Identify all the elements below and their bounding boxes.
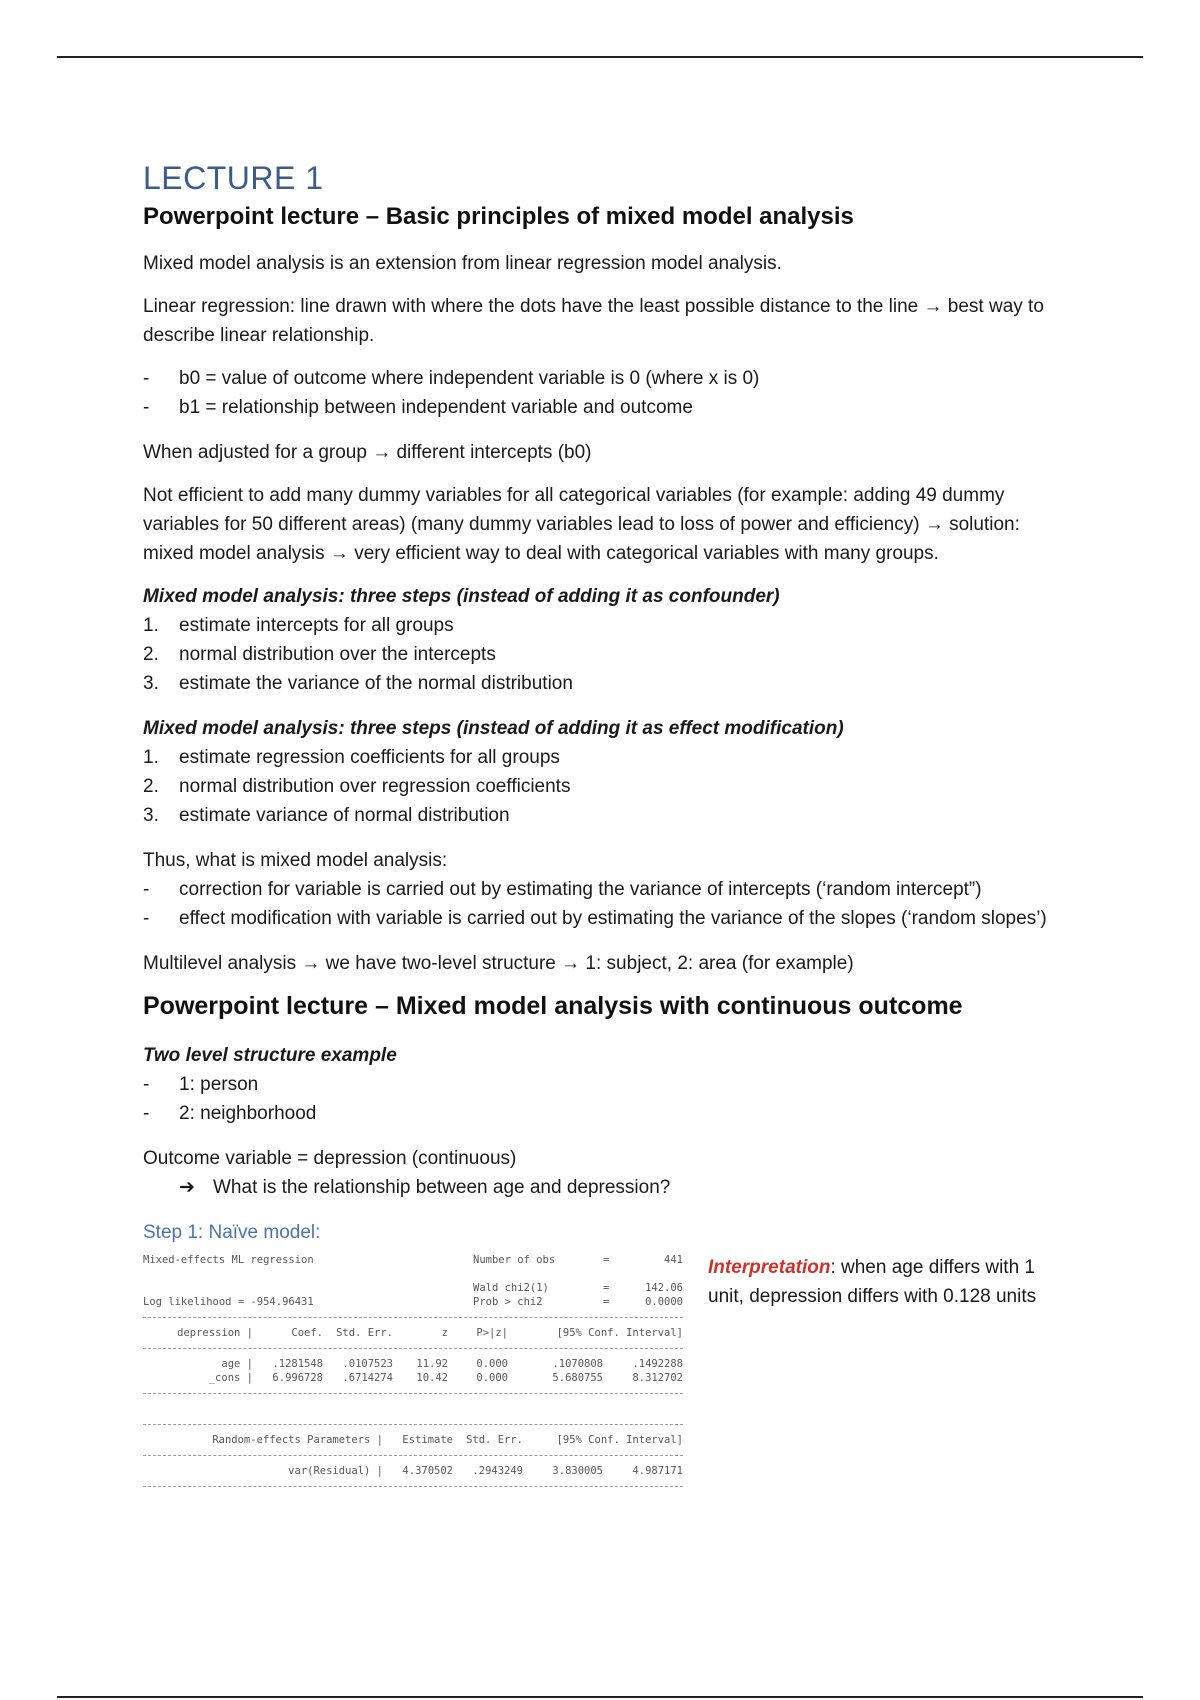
- table-row: _cons | 6.996728 .6714274 10.42 0.000 5.680755 8.312702: [208, 1372, 683, 1384]
- outcome-line: Outcome variable = depression (continuous): [143, 1148, 517, 1169]
- coefficient-list: [143, 364, 1063, 422]
- steps-effect-title: Mixed model analysis: three steps (instead of adding it as effect modification): [143, 718, 844, 739]
- steps-effect-list: [143, 743, 1063, 830]
- list-item: - b1 = relationship between independent variable and outcome: [143, 393, 1063, 422]
- list-item: 1. estimate intercepts for all groups: [143, 615, 454, 636]
- step1-heading: Step 1: Naïve model:: [143, 1222, 321, 1243]
- top-rule: [57, 56, 1143, 58]
- nobs-label: Number of obs: [473, 1254, 556, 1266]
- list-item: - effect modification with variable is carried out by estimating the variance of the slopes (‘random slopes’): [143, 904, 1063, 933]
- log-likelihood: Log likelihood = -954.96431: [143, 1296, 314, 1308]
- dash-marker: -: [143, 879, 150, 900]
- table-row: age | .1281548 .0107523 11.92 0.000 .1070808 .1492288: [221, 1358, 683, 1370]
- section1-heading: Powerpoint lecture – Basic principles of mixed model analysis: [143, 203, 854, 230]
- intro-paragraph: Mixed model analysis is an extension from linear regression model analysis.: [143, 253, 782, 274]
- prob-label: Prob > chi2: [473, 1296, 543, 1308]
- random-header-row: Random-effects Parameters | Estimate Std. Err. [95% Conf. Interval]: [212, 1434, 683, 1446]
- section2-heading: Powerpoint lecture – Mixed model analysis with continuous outcome: [143, 992, 963, 1020]
- table-row: var(Residual) | 4.370502 .2943249 3.830005 4.987171: [288, 1465, 683, 1477]
- interpretation-note: [708, 1253, 1058, 1311]
- list-item: - correction for variable is carried out by estimating the variance of intercepts (‘random intercept”): [143, 875, 1063, 904]
- list-item: 3. estimate the variance of the normal distribution: [143, 673, 573, 694]
- dash-marker: -: [143, 908, 150, 929]
- dash-marker: -: [143, 368, 150, 389]
- stata-title: Mixed-effects ML regression: [143, 1254, 314, 1266]
- dash-marker: -: [143, 397, 150, 418]
- list-item: - 1: person: [143, 1070, 1063, 1099]
- list-item: - b0 = value of outcome where independent variable is 0 (where x is 0): [143, 364, 1063, 393]
- prob-value: 0.0000: [645, 1296, 683, 1308]
- linear-regression-paragraph: Linear regression: line drawn with where the dots have the least possible distance to the line → best way to describe linear relationship.: [143, 296, 1044, 346]
- list-item: 1. estimate regression coefficients for all groups: [143, 747, 560, 768]
- list-item: 3. estimate variance of normal distribution: [143, 805, 510, 826]
- example-title: Two level structure example: [143, 1045, 397, 1066]
- arrow-icon: ➔: [179, 1177, 195, 1198]
- bottom-rule: [57, 1696, 1143, 1698]
- wald-label: Wald chi2(1): [473, 1282, 549, 1294]
- dummy-variables-paragraph: Not efficient to add many dummy variables for all categorical variables (for example: adding 49 dummy variables for 50 different areas) (many dummy variables lead to loss of power and efficiency) → solution: mixed model analysis → very efficient way to deal with categorical variables with many groups.: [143, 485, 1020, 564]
- interpretation-text: : when age differs with 1 unit, depression differs with 0.128 units: [708, 1257, 1037, 1307]
- dash-marker: -: [143, 1074, 150, 1095]
- dash-marker: -: [143, 1103, 150, 1124]
- list-item: - 2: neighborhood: [143, 1099, 1063, 1128]
- interpretation-label: Interpretation: [708, 1257, 831, 1278]
- thus-list: [143, 875, 1063, 933]
- steps-confounder-title: Mixed model analysis: three steps (instead of adding it as confounder): [143, 586, 780, 607]
- stata-output: Mixed-effects ML regression Number of obs = 441 Wald chi2(1) = 142.06 Log likelihood = -954.96431 Prob > chi2 = 0.0000 depression | Coef. Std. Err. z P>|z| [95% Conf. Interval] age | .1281548 .0107523 11.92 0.000 .1070808 .1492288 _cons | 6.996728 .6714274 10.42 0.000 5.680755 8.312702 Random-effects Parameters | Estimate Std. Err. [95% Conf. Interval] var(Residual) | 4.370502 .2943249 3.830005 4.987171: [143, 1253, 683, 1495]
- document-body: [143, 160, 1063, 1503]
- multilevel-paragraph: Multilevel analysis → we have two-level structure → 1: subject, 2: area (for example): [143, 953, 854, 974]
- wald-value: 142.06: [645, 1282, 683, 1294]
- example-list: [143, 1070, 1063, 1128]
- group-paragraph: When adjusted for a group → different intercepts (b0): [143, 442, 592, 463]
- list-item: 2. normal distribution over the intercepts: [143, 644, 496, 665]
- fixed-header-row: depression | Coef. Std. Err. z P>|z| [95% Conf. Interval]: [177, 1327, 683, 1339]
- question-line: ➔ What is the relationship between age and depression?: [143, 1173, 1063, 1202]
- nobs-value: 441: [664, 1254, 683, 1266]
- list-item: 2. normal distribution over regression coefficients: [143, 776, 571, 797]
- steps-confounder-list: [143, 611, 1063, 698]
- lecture-title: LECTURE 1: [143, 160, 324, 196]
- stata-output-block: [143, 1253, 1063, 1503]
- thus-intro: Thus, what is mixed model analysis:: [143, 850, 448, 871]
